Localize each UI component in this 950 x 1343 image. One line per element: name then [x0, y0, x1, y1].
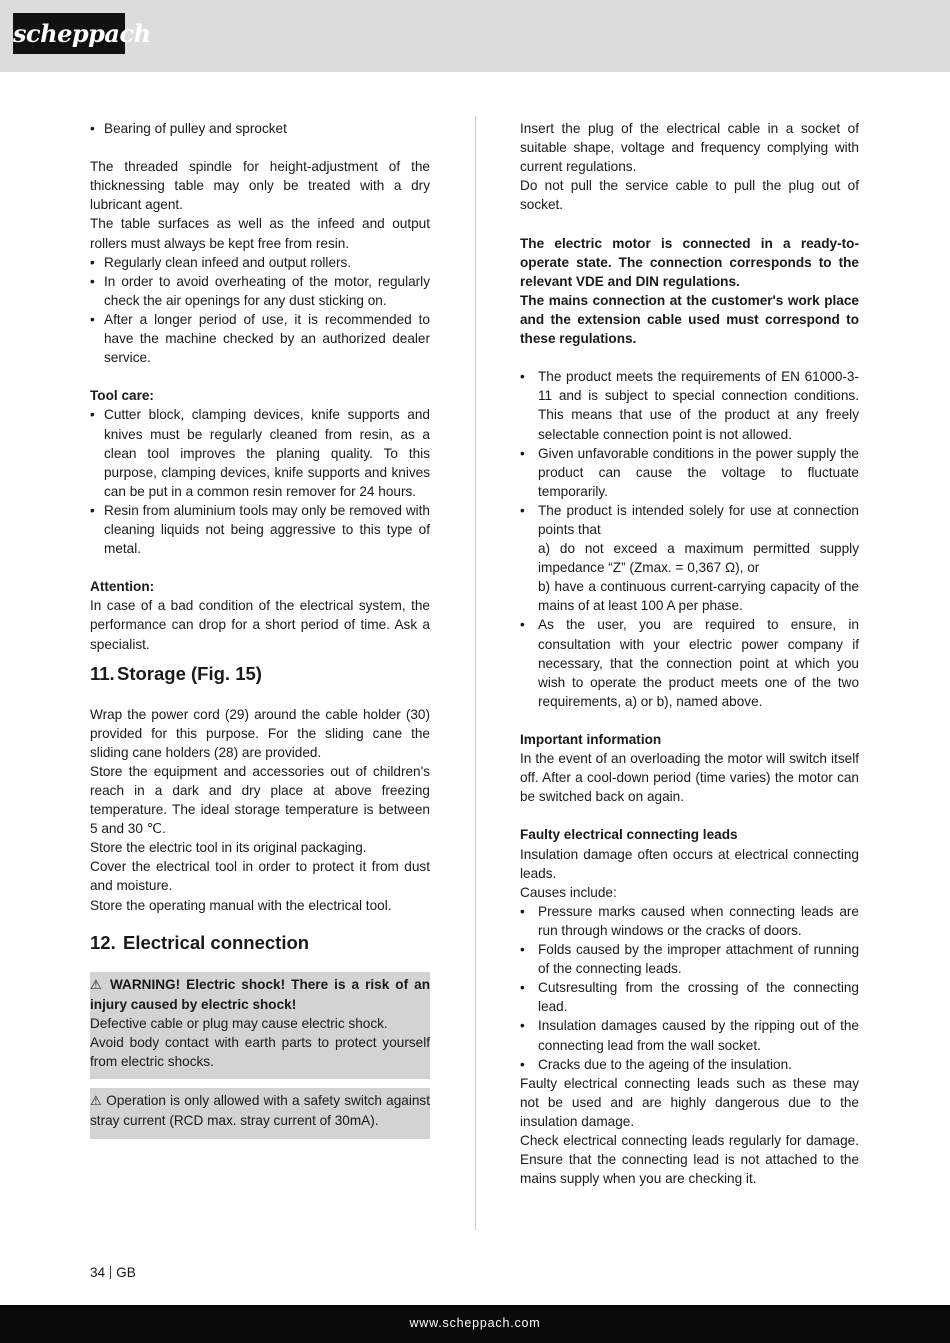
rcd-warning-text [90, 1091, 430, 1130]
electrical-heading [90, 931, 430, 955]
mains-connection-notice: The mains connection at the customer's work place and the extension cable used must correspond to these regulations. [520, 292, 859, 347]
right-column [520, 119, 859, 1188]
pull-paragraph: Do not pull the service cable to pull the plug out of socket. [520, 178, 859, 213]
motor-connection-notice: The electric motor is connected in a ready-to-operate state. The connection corresponds to the relevant VDE and DIN regulations. [520, 235, 859, 289]
list-item-subpoint-a: a) do not exceed a maximum permitted supply impedance “Z” (Zmax. = 0,367 Ω), or [538, 541, 859, 576]
storage-paragraph: Wrap the power cord (29) around the cable holder (30) provided for this purpose. For the sliding cane the sliding cane holders (28) are provided. [90, 706, 430, 760]
rcd-text: Operation is only allowed with a safety switch against stray current (RCD max. stray current of 30mA). [90, 1093, 431, 1129]
warning-heading-text: WARNING! Electric shock! There is a risk of an injury caused by electric shock! [90, 976, 431, 1012]
attention-heading: Attention: [90, 579, 155, 595]
list-item: • Cutsresulting from the crossing of the connecting lead. [520, 978, 859, 1016]
spindle-paragraph: The threaded spindle for height-adjustment of the thicknessing table may only be treated with a dry lubricant agent. [90, 159, 430, 213]
storage-paragraph: Cover the electrical tool in order to protect it from dust and moisture. [90, 859, 430, 894]
storage-heading [90, 662, 430, 686]
list-item: • Folds caused by the improper attachment of running of the connecting leads. [520, 940, 859, 978]
column-divider [475, 116, 476, 1230]
list-item: • As the user, you are required to ensure, in consultation with your electric power company if necessary, that the connection point at which you wish to operate the product meets one of the two requirements, a) or b), named above. [520, 615, 859, 710]
maintenance-list [90, 253, 430, 368]
list-item-subpoint-b: b) have a continuous current-carrying capacity of the mains of at least 100 A per phase. [538, 579, 859, 614]
important-text: In the event of an overloading the motor will switch itself off. After a cool-down period (time varies) the motor can be switched back on again. [520, 751, 859, 805]
warning-heading [90, 975, 430, 1014]
list-item: • Pressure marks caused when connecting leads are run through windows or the cracks of doors. [520, 902, 859, 940]
storage-paragraph: Store the electric tool in its original packaging. [90, 840, 367, 856]
warning-text: Avoid body contact with earth parts to protect yourself from electric shocks. [90, 1034, 430, 1070]
tool-care-heading: Tool care: [90, 388, 154, 404]
warning-triangle-icon: ⚠ [90, 1094, 103, 1110]
tool-care-list [90, 405, 430, 558]
attention-text: In case of a bad condition of the electrical system, the performance can drop for a short period of time. Ask a specialist. [90, 598, 430, 652]
list-item: • Cracks due to the ageing of the insulation. [520, 1055, 859, 1074]
footer-bar [0, 1305, 950, 1343]
list-item: • Regularly clean infeed and output rollers. [90, 253, 430, 272]
plug-paragraph: Insert the plug of the electrical cable in a socket of suitable shape, voltage and frequency complying with current regulations. [520, 121, 859, 175]
list-item: • The product meets the requirements of EN 61000-3-11 and is subject to special connection conditions. This means that use of the product at any freely selectable connection point is not allowed. [520, 367, 859, 443]
warning-triangle-icon: ⚠ [90, 977, 104, 993]
website-link[interactable]: www.scheppach.com [409, 1316, 541, 1330]
footer-separator [110, 1266, 111, 1279]
list-item [520, 501, 859, 616]
bullet-bearing: • Bearing of pulley and sprocket [90, 119, 430, 138]
warning-text: Defective cable or plug may cause electric shock. [90, 1015, 388, 1031]
faulty-leads-check: Check electrical connecting leads regularly for damage. Ensure that the connecting lead is not attached to the mains supply when you are checking it. [520, 1132, 859, 1187]
list-item: • Cutter block, clamping devices, knife supports and knives must be regularly cleaned from resin, as a clean tool improves the planing quality. To this purpose, clamping devices, knife supports and knives can be put in a common resin remover for 24 hours. [90, 405, 430, 500]
important-heading: Important information [520, 732, 662, 747]
bearing-list [90, 119, 430, 138]
header-bar [0, 0, 950, 72]
faulty-leads-warning: Faulty electrical connecting leads such as these may not be used and are highly dangerous due to the insulation damage. [520, 1075, 859, 1129]
causes-list [520, 902, 859, 1074]
warning-box [90, 972, 430, 1079]
connection-requirements-list [520, 367, 859, 711]
list-item: • Given unfavorable conditions in the power supply the product can cause the voltage to fluctuate temporarily. [520, 444, 859, 501]
list-item: • Insulation damages caused by the ripping out of the connecting lead from the wall socket. [520, 1016, 859, 1054]
surfaces-paragraph: The table surfaces as well as the infeed and output rollers must always be kept free from resin. [90, 216, 430, 251]
scheppach-logo: scheppach [13, 13, 125, 54]
electrical-section-title: Electrical connection [123, 931, 310, 953]
language-code: GB [116, 1265, 136, 1280]
list-item: • Resin from aluminium tools may only be removed with cleaning liquids not being aggressive to this type of metal. [90, 501, 430, 558]
rcd-warning-box [90, 1088, 430, 1139]
storage-paragraph: Store the operating manual with the electrical tool. [90, 897, 392, 913]
list-item-text: The product is intended solely for use at connection points that [538, 502, 859, 537]
left-column [90, 119, 430, 1148]
storage-section-title: Storage (Fig. 15) [117, 662, 262, 684]
faulty-leads-heading: Faulty electrical connecting leads [520, 827, 738, 843]
page-footer [90, 1263, 136, 1282]
faulty-leads-text: Insulation damage often occurs at electrical connecting leads. [520, 846, 859, 881]
list-item: • After a longer period of use, it is recommended to have the machine checked by an authorized dealer service. [90, 310, 430, 367]
causes-label: Causes include: [520, 884, 617, 900]
storage-paragraph: Store the equipment and accessories out of children's reach in a dark and dry place at above freezing temperature. The ideal storage temperature is between 5 and 30 ℃. [90, 763, 430, 837]
electrical-section-number: 12. [90, 931, 116, 953]
list-item: • In order to avoid overheating of the motor, regularly check the air openings for any dust sticking on. [90, 272, 430, 310]
storage-section-number: 11. [90, 662, 115, 684]
page-number: 34 [90, 1265, 106, 1280]
